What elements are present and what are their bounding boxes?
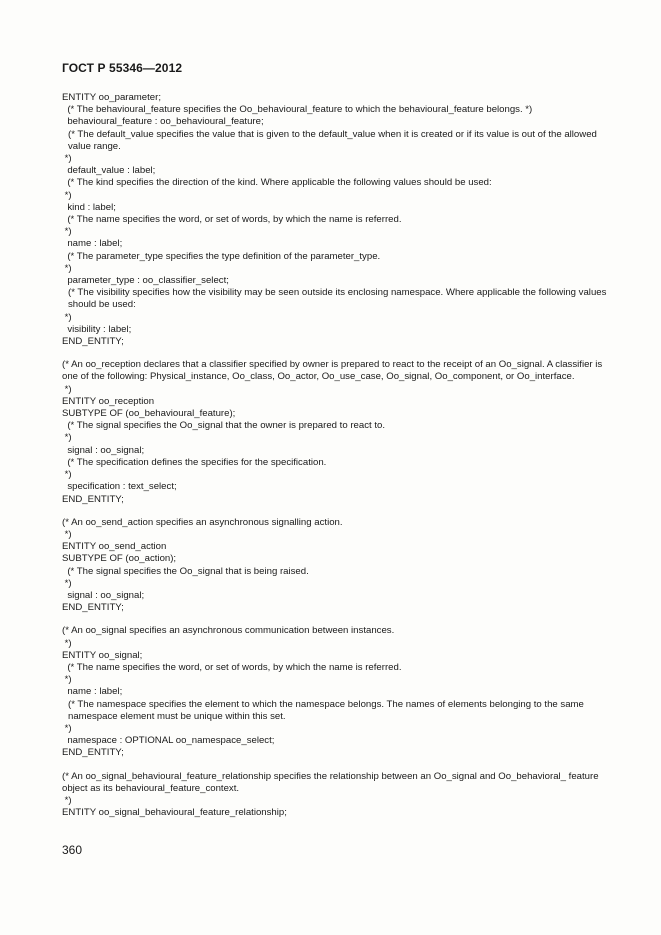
text-line: *) xyxy=(62,262,72,274)
text-line: visibility : label; xyxy=(62,323,132,335)
text-line: (* The signal specifies the Oo_signal that the owner is prepared to react to. xyxy=(62,420,385,432)
text-line: namespace : OPTIONAL oo_namespace_select; xyxy=(62,735,275,747)
block-separator xyxy=(62,614,607,625)
text-line: *) xyxy=(62,383,72,395)
code-block xyxy=(62,517,607,615)
text-line: (* The namespace specifies the element to which the namespace belongs. The names of elements belonging to the same namespace element must be unique within this set. xyxy=(68,698,584,722)
text-line: *) xyxy=(62,577,72,589)
text-line: *) xyxy=(62,189,72,201)
text-line: (* The signal specifies the Oo_signal that is being raised. xyxy=(62,565,309,577)
text-line: parameter_type : oo_classifier_select; xyxy=(62,275,229,287)
text-line: (* The visibility specifies how the visibility may be seen outside its enclosing namespace. Where applicable the following values should be used: xyxy=(68,287,607,311)
text-line: *) xyxy=(62,311,72,323)
text-line: specification : text_select; xyxy=(62,481,177,493)
text-line: ENTITY oo_signal; xyxy=(62,649,143,661)
text-line: ENTITY oo_send_action xyxy=(62,541,167,553)
page-number: 360 xyxy=(62,843,83,857)
text-line: (* The name specifies the word, or set of words, by which the name is referred. xyxy=(62,661,402,673)
code-block xyxy=(62,625,607,759)
text-line: *) xyxy=(62,637,72,649)
code-block xyxy=(62,771,607,820)
text-line: *) xyxy=(62,528,72,540)
text-line: (* The name specifies the word, or set of words, by which the name is referred. xyxy=(62,214,402,226)
text-line: behavioural_feature : oo_behavioural_feature; xyxy=(62,116,264,128)
text-line: default_value : label; xyxy=(62,165,156,177)
text-line: END_ENTITY; xyxy=(62,493,124,505)
text-line: (* The kind specifies the direction of the kind. Where applicable the following values should be used: xyxy=(62,177,492,189)
text-line: *) xyxy=(62,469,72,481)
text-line: (* An oo_send_action specifies an asynchronous signalling action. xyxy=(62,516,343,528)
text-line: (* An oo_signal_behavioural_feature_relationship specifies the relationship between an Oo_signal and Oo_behavioral_ feature object as its behavioural_feature_context. xyxy=(62,770,599,794)
text-line: (* The behavioural_feature specifies the Oo_behavioural_feature to which the behavioural_feature belongs. *) xyxy=(62,104,533,116)
text-line: *) xyxy=(62,722,72,734)
text-line: name : label; xyxy=(62,686,123,698)
text-line: *) xyxy=(62,432,72,444)
code-block xyxy=(62,359,607,505)
text-line: *) xyxy=(62,794,72,806)
text-line: SUBTYPE OF (oo_action); xyxy=(62,553,177,565)
text-line: ENTITY oo_parameter; xyxy=(62,92,162,103)
text-line: END_ENTITY; xyxy=(62,336,124,348)
text-line: SUBTYPE OF (oo_behavioural_feature); xyxy=(62,408,236,420)
block-separator xyxy=(62,760,607,771)
text-line: *) xyxy=(62,153,72,165)
text-line: signal : oo_signal; xyxy=(62,589,145,601)
text-line: (* An oo_reception declares that a classifier specified by owner is prepared to react to the receipt of an Oo_signal. A classifier is one of the following: Physical_instance, Oo_class, Oo_actor, Oo_use_case, Oo_signal, Oo_component, or Oo_interface. xyxy=(62,359,603,383)
text-line: *) xyxy=(62,674,72,686)
text-line: (* The default_value specifies the value that is given to the default_value when it is created or if its value is out of the allowed value range. xyxy=(68,128,597,152)
document-body xyxy=(62,92,607,819)
text-line: (* The parameter_type specifies the type definition of the parameter_type. xyxy=(62,250,381,262)
code-block xyxy=(62,92,607,348)
text-line: signal : oo_signal; xyxy=(62,444,145,456)
text-line: ENTITY oo_reception xyxy=(62,395,155,407)
text-line: END_ENTITY; xyxy=(62,747,124,759)
text-line: END_ENTITY; xyxy=(62,602,124,614)
text-line: ENTITY oo_signal_behavioural_feature_relationship; xyxy=(62,807,287,819)
block-separator xyxy=(62,348,607,359)
text-line: *) xyxy=(62,226,72,238)
text-line: (* An oo_signal specifies an asynchronous communication between instances. xyxy=(62,625,395,637)
block-separator xyxy=(62,506,607,517)
standard-header: ГОСТ Р 55346—2012 xyxy=(62,61,183,75)
text-line: (* The specification defines the specifies for the specification. xyxy=(62,456,327,468)
text-line: kind : label; xyxy=(62,201,116,213)
text-line: name : label; xyxy=(62,238,123,250)
